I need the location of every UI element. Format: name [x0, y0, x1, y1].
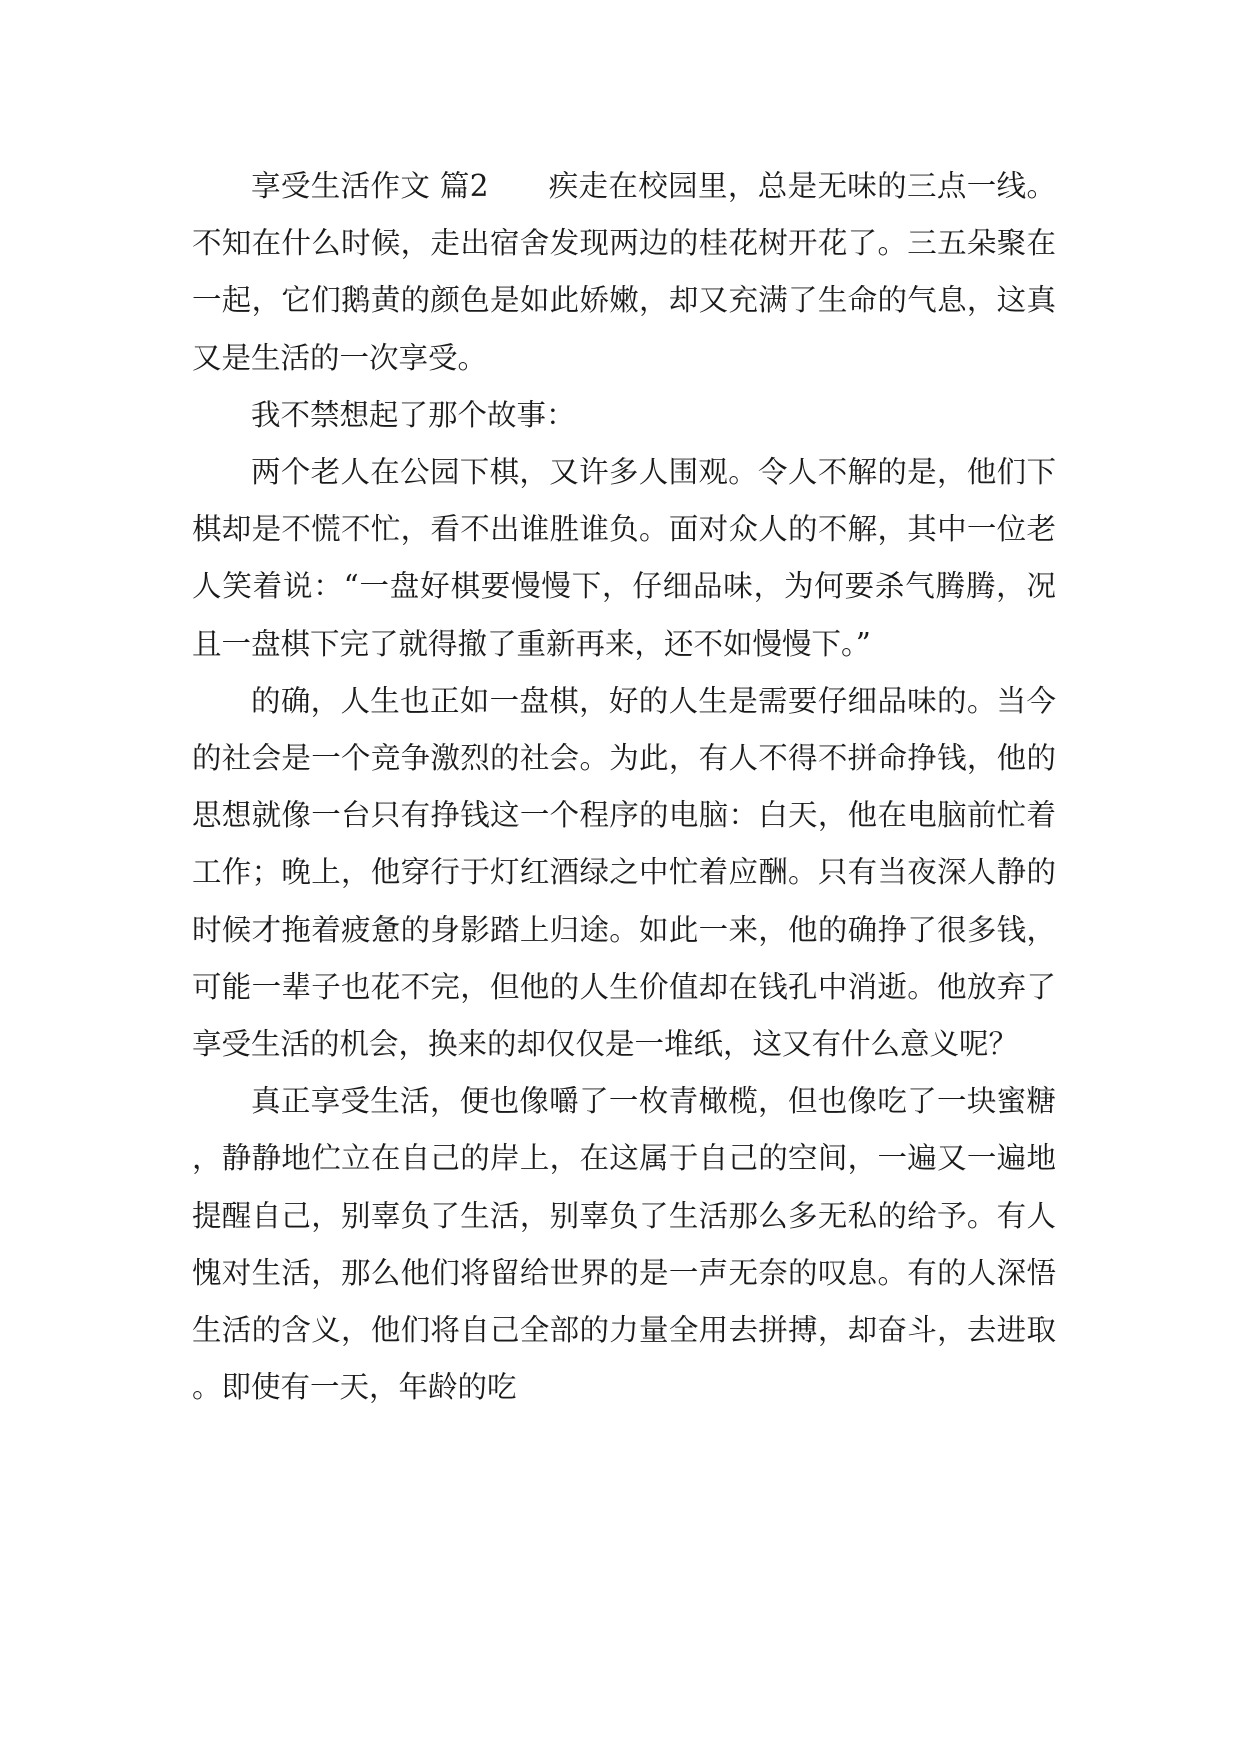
paragraph-2: 我不禁想起了那个故事： — [251, 397, 576, 432]
paragraph-1: 享受生活作文 篇2 疾走在校园里，总是无味的三点一线。不知在什么时候，走出宿舍发现两边的桂花树开花了。三五朵聚在一起，它们鹅黄的颜色是如此娇嫩，却又充满了生命的气息，这真又是生活的一次享受。 — [192, 169, 1056, 375]
document-page — [192, 158, 1056, 1416]
paragraph-3: 两个老人在公园下棋，又许多人围观。令人不解的是，他们下棋却是不慌不忙，看不出谁胜谁负。面对众人的不解，其中一位老人笑着说：“一盘好棋要慢慢下，仔细品味，为何要杀气腾腾，况且一盘棋下完了就得撤了重新再来，还不如慢慢下。” — [192, 455, 1056, 661]
paragraph-5: 真正享受生活，便也像嚼了一枚青橄榄，但也像吃了一块蜜糖，静静地伫立在自己的岸上，在这属于自己的空间，一遍又一遍地提醒自己，别辜负了生活，别辜负了生活那么多无私的给予。有人愧对生活，那么他们将留给世界的是一声无奈的叹息。有的人深悟生活的含义，他们将自己全部的力量全用去拼搏，却奋斗，去进取。即使有一天，年龄的吃 — [192, 1084, 1056, 1405]
paragraph-4: 的确，人生也正如一盘棋，好的人生是需要仔细品味的。当今的社会是一个竞争激烈的社会。为此，有人不得不拼命挣钱，他的思想就像一台只有挣钱这一个程序的电脑：白天，他在电脑前忙着工作；晚上，他穿行于灯红酒绿之中忙着应酬。只有当夜深人静的时候才拖着疲惫的身影踏上归途。如此一来，他的确挣了很多钱，可能一辈子也花不完，但他的人生价值却在钱孔中消逝。他放弃了享受生活的机会，换来的却仅仅是一堆纸，这又有什么意义呢？ — [192, 683, 1056, 1062]
